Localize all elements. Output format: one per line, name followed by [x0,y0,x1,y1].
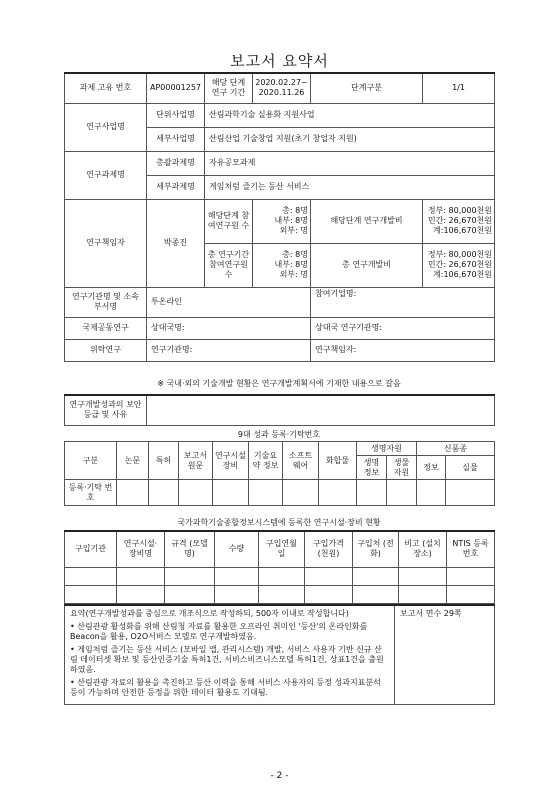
stage-value: 1/1 [423,73,495,103]
summary-bullet: • 산림관광 자료의 활용을 촉진하고 등산 이력을 통해 서비스 사용자의 등정 성과지표분석 등이 가능하며 안전한 등정을 위한 데이터 활용도 기대됨. [70,678,381,697]
company-label: 참여기업명: [311,287,495,317]
total-cost-label: 총 연구개발비 [311,243,423,287]
equipment-empty-row [65,585,495,603]
col-compound: 화합물 [319,442,357,480]
equip-col-price: 구입가격 (천원) [305,531,353,567]
main-info-table [64,72,495,362]
consign-org-label: 연구기관명: [147,339,311,361]
page-title: 보고서 요약서 [230,52,329,70]
summary-table [64,604,495,705]
page-number: - 2 - [270,771,289,781]
col-bio: 생명자원 [357,442,417,456]
equip-col-ntis: NTIS 등록번호 [447,531,495,567]
unit-program-value: 산림과학기술 실용화 지원사업 [205,103,495,127]
col-category: 구분 [65,442,117,480]
stage-label: 단계구분 [311,73,423,103]
summary-bullet: • 산림관광 활성화를 위해 산림청 자료를 활용한 오프라인 취미인 '등산'의 온라인화를 Beacon을 활용, O2O서비스 모델로 연구개발하였음. [70,622,368,641]
equipment-header-row [65,531,495,567]
task-id-value: AP00001257 [147,73,205,103]
col-facility: 연구시설 장비 [213,442,249,480]
detail-project-value: 게임처럼 즐기는 등산 서비스 [205,175,495,199]
overall-project-value: 자유공모과제 [205,151,495,175]
consign-pi-label: 연구책임자: [311,339,495,361]
unit-program-label: 단위사업명 [147,103,205,127]
notice-text: ※ 국내·외의 기술개발 현황은 연구개발계획서에 기재한 내용으로 갈음 [157,379,401,388]
summary-pages: 보고서 면수 29쪽 [395,605,495,705]
pi-label: 연구책임자 [65,199,147,287]
detail-program-value: 산림산업 기술창업 지원(초기 창업자 지원) [205,127,495,151]
equipment-empty-row [65,567,495,585]
stage-cost-values: 정부: 80,000천원 민간: 26,670천원 계:106,670천원 [423,199,495,243]
stage-researchers-label: 해당단계 참여연구원 수 [205,199,253,243]
total-researchers-label: 총 연구기간 참여연구원 수 [205,243,253,287]
summary-heading: 요약(연구개발성과를 중심으로 개조식으로 작성하되, 500자 이내로 작성합니다) [70,609,349,618]
col-tech: 기술요약 정보 [249,442,283,480]
overall-project-label: 총괄과제명 [147,151,205,175]
partner-country-label: 상대국명: [147,317,311,339]
outcomes-table [64,441,495,506]
equip-col-vendor: 구입처 (전화) [353,531,399,567]
org-value: 투온라인 [147,287,311,317]
equip-col-date: 구입연월 일 [259,531,305,567]
summary-body [65,605,395,705]
col-bio-resource: 생물 자원 [387,456,417,480]
detail-program-label: 세부사업명 [147,127,205,151]
summary-bullet: • 게임처럼 즐기는 등산 서비스 (모바일 앱, 관리시스템) 개발, 서비스 사용자 기반 신규 산림 데이터셋 확보 및 등산인증기술 특허1건, 서비스비즈니스모델 특허1건, 상표1건을 출원하였음. [70,645,384,674]
col-bio-info: 생명 정보 [357,456,387,480]
pi-value: 박종진 [147,199,205,287]
program-label: 연구사업명 [65,103,147,151]
period-label: 해당 단계 연구 기간 [205,73,253,103]
period-value: 2020.02.27~ 2020.11.26 [253,73,311,103]
security-table [64,394,495,426]
task-id-label: 과제 고유 번호 [65,73,147,103]
stage-cost-label: 해당단계 연구개발비 [311,199,423,243]
col-report: 보고서 원문 [179,442,213,480]
stage-researchers-values: 총: 8명 내부: 8명 외부: 명 [253,199,311,243]
col-variety-info: 정보 [417,456,446,480]
equip-col-note: 비고 (설치장소) [399,531,447,567]
partner-org-label: 상대국 연구기관명: [311,317,495,339]
col-variety: 신품종 [417,442,495,456]
total-researchers-values: 총: 8명 내부: 8명 외부: 명 [253,243,311,287]
security-value [147,395,495,425]
security-label: 연구개발성과의 보안등급 및 사유 [65,395,147,425]
consign-label: 위탁연구 [65,339,147,361]
equip-col-org: 구입기관 [65,531,117,567]
total-cost-values: 정부: 80,000천원 민간: 26,670천원 계:106,670천원 [423,243,495,287]
org-label: 연구기관명 및 소속 부서명 [65,287,147,317]
equipment-caption: 국가과학기술종합정보시스템에 등록한 연구시설·장비 현황 [177,518,381,527]
col-paper: 논문 [117,442,149,480]
equipment-table [64,530,495,604]
project-label: 연구과제명 [65,151,147,199]
intl-label: 국제공동연구 [65,317,147,339]
equip-col-spec: 규격 (모델명) [165,531,215,567]
outcomes-caption: 9대 성과 등록·기탁번호 [237,430,321,439]
col-patent: 특허 [149,442,179,480]
equip-col-qty: 수량 [215,531,259,567]
outcome-row-label: 등록·기탁 번호 [65,480,117,506]
col-software: 소프트 웨어 [283,442,319,480]
col-variety-plant: 실물 [446,456,495,480]
equip-col-name: 연구시설· 장비명 [117,531,165,567]
detail-project-label: 세부과제명 [147,175,205,199]
